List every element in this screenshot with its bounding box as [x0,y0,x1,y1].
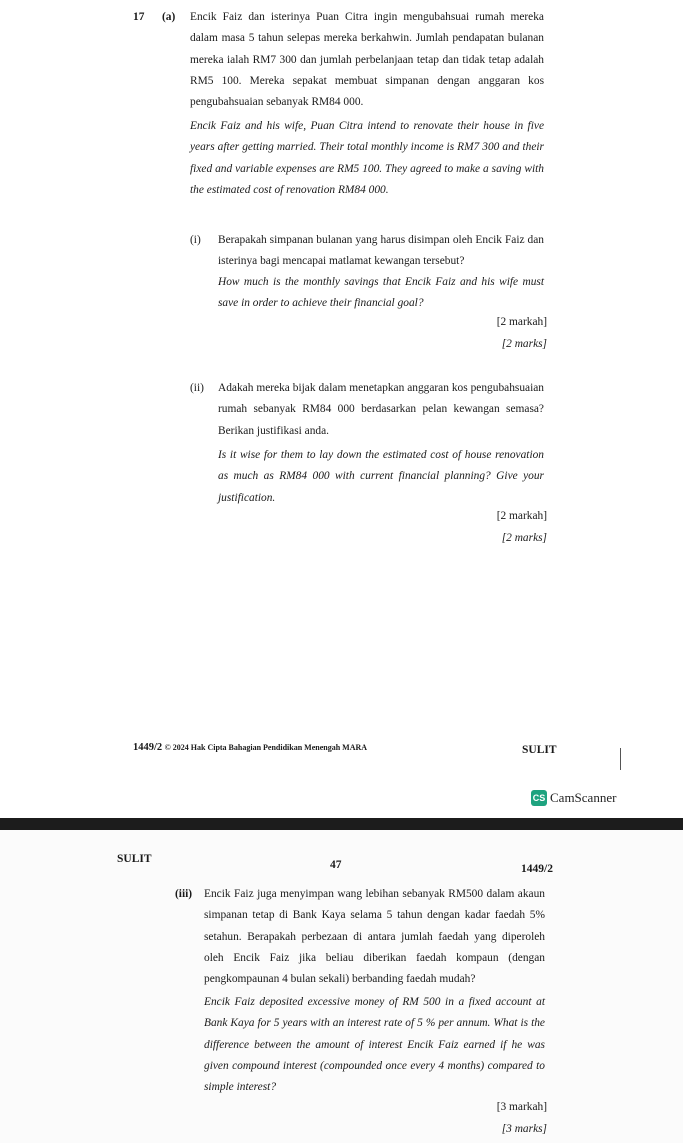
intro-malay: Encik Faiz dan isterinya Puan Citra ingin mengubahsuai rumah mereka dalam masa 5 tahun selepas mereka berkahwin. Jumlah pendapatan bulanan mereka ialah RM7 300 dan jumlah perbelanjaan tetap dan tidak tetap adalah RM5 100. Mereka sepakat membuat simpanan dengan anggaran kos pengubahsuaian sebanyak RM84 000. [190,11,544,109]
q-ii-malay: Adakah mereka bijak dalam menetapkan anggaran kos pengubahsuaian rumah sebanyak RM84 000 berdasarkan pelan kewangan semasa? Berikan justifikasi anda. [218,382,544,437]
page-number: 47 [330,859,342,871]
q-i-english: How much is the monthly savings that Encik Faiz and his wife must save in order to achieve their financial goal? [218,276,544,310]
camscanner-watermark [531,789,616,807]
q-i-label: (i) [190,234,201,246]
q-ii-marks: [2 marks] [501,532,547,544]
intro-english: Encik Faiz and his wife, Puan Citra intend to renovate their house in five years after getting married. Their total monthly income is RM7 300 and their fixed and variable expenses are RM5 100. They agreed to make a saving with the estimated cost of renovation RM84 000. [190,120,544,196]
q-iii-marks: [3 marks] [501,1123,547,1135]
footer-copyright: © 2024 Hak Cipta Bahagian Pendidikan Menengah MARA [164,743,368,752]
camscanner-label: CamScanner [550,790,617,805]
footer-code: 1449/2 [133,742,163,753]
scan-artifact-line [620,748,621,770]
q-i-malay: Berapakah simpanan bulanan yang harus disimpan oleh Encik Faiz dan isterinya bagi mencapai matlamat kewangan tersebut? [218,234,544,268]
header-sulit: SULIT [117,853,152,865]
part-a-label: (a) [162,11,176,23]
header-code: 1449/2 [521,863,553,875]
q-iii-malay: Encik Faiz juga menyimpan wang lebihan sebanyak RM500 dalam akaun simpanan tetap di Bank Kaya selama 5 tahun dengan kadar faedah 5% setahun. Berapakah perbezaan di antara jumlah faedah yang diperoleh oleh Encik Faiz jika beliau diberikan faedah kompaun (dengan pengkompaunan 4 bulan sekali) berbanding faedah mudah? [204,888,545,986]
footer-left [133,742,367,753]
q-ii-english: Is it wise for them to lay down the estimated cost of house renovation as much as RM84 000 with current financial planning? Give your justification. [218,449,544,504]
q-iii-label: (iii) [175,888,193,900]
q-ii-markah: [2 markah] [496,510,547,522]
q-iii-english: Encik Faiz deposited excessive money of RM 500 in a fixed account at Bank Kaya for 5 years with an interest rate of 5 % per annum. What is the difference between the amount of interest Encik Faiz earned if he was given compound interest (compounded once every 4 months) compared to simple interest? [204,996,545,1094]
q-iii-markah: [3 markah] [496,1101,547,1113]
q-i-marks: [2 marks] [501,338,547,350]
exam-page-2 [0,830,683,1143]
q-ii-label: (ii) [190,382,204,394]
question-number: 17 [133,11,145,23]
footer-sulit: SULIT [522,744,557,756]
camscanner-logo-icon: CS [531,790,547,806]
q-i-markah: [2 markah] [496,316,547,328]
